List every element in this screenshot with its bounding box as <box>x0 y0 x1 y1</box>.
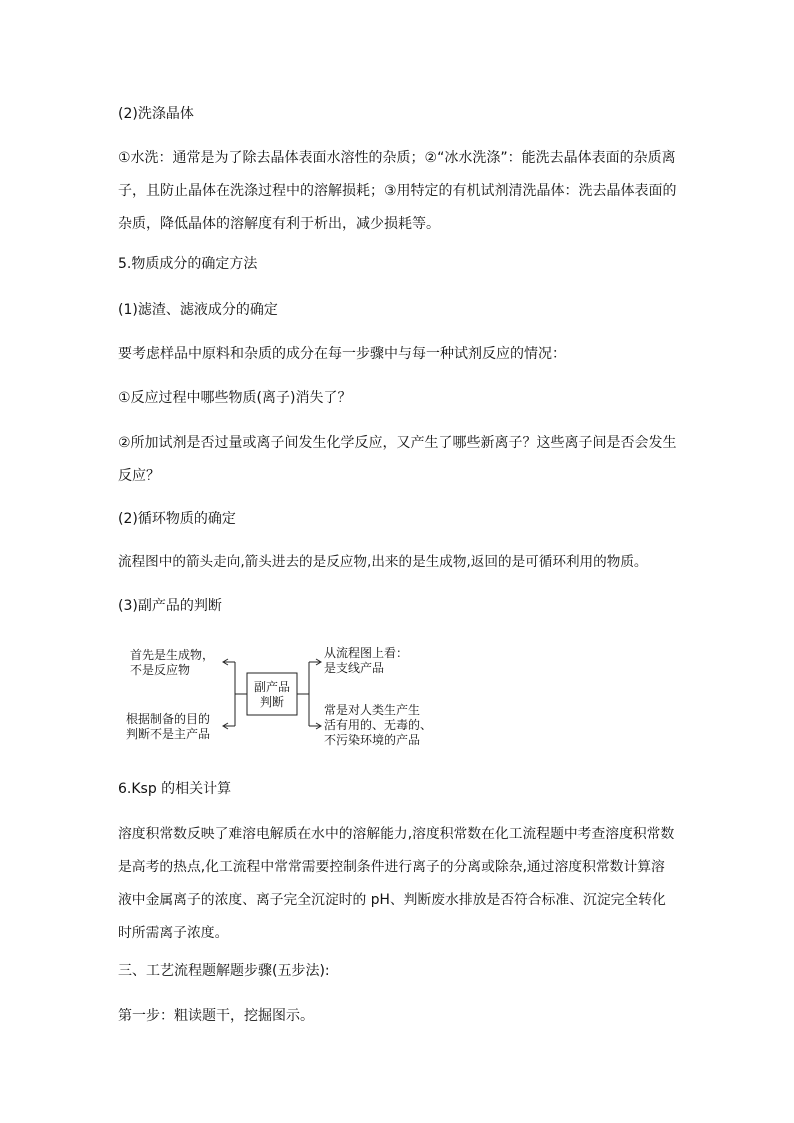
step-one: 第一步：粗读题干，挖掘图示。 <box>118 1008 314 1024</box>
list-item-reagent-excess: ②所加试剂是否过量或离子间发生化学反应，又产生了哪些新离子？这些离子间是否会发生反应？ <box>118 435 677 484</box>
subsection-heading-wash-crystal: (2)洗涤晶体 <box>118 106 194 122</box>
diagram-right-top-text: 从流程图上看： 是支线产品 <box>324 646 409 675</box>
diagram-left-bottom-text: 根据制备的目的 判断不是主产品 <box>126 712 211 741</box>
subsection-heading-cycle: (2)循环物质的确定 <box>118 511 236 527</box>
paragraph-cycle: 流程图中的箭头走向,箭头进去的是反应物,出来的是生成物,返回的是可循环利用的物质。 <box>118 554 648 570</box>
diagram-right-bottom-text: 常是对人类生产生 活有用的、无毒的、 不污染环境的产品 <box>324 703 433 747</box>
paragraph-wash-methods: ①水洗：通常是为了除去晶体表面水溶性的杂质；②“冰水洗涤”：能洗去晶体表面的杂质离子，且防止晶体在洗涤过程中的溶解损耗；③用特定的有机试剂清洗晶体：洗去晶体表面的杂质，降低晶体的溶解度有利于析出，减少损耗等。 <box>118 150 677 232</box>
subsection-heading-residue-filtrate: (1)滤渣、滤液成分的确定 <box>118 302 278 318</box>
paragraph-ksp: 溶度积常数反映了难溶电解质在水中的溶解能力,溶度积常数在化工流程题中考查溶度积常数是高考的热点,化工流程中常常需要控制条件进行离子的分离或除杂,通过溶度积常数计算溶液中金属离子的浓度、离子完全沉淀时的 pH、判断废水排放是否符合标准、沉淀完全转化时所需离子浓度。 <box>118 826 675 941</box>
section-title-five-steps: 三、工艺流程题解题步骤(五步法): <box>118 963 330 979</box>
paragraph-residue-intro: 要考虑样品中原料和杂质的成分在每一步骤中与每一种试剂反应的情况： <box>118 346 566 362</box>
section-title-composition: 5.物质成分的确定方法 <box>118 256 258 272</box>
diagram-center-label: 副产品 判断 <box>254 680 291 709</box>
section-title-ksp: 6.Ksp 的相关计算 <box>118 781 232 797</box>
list-item-ions-disappeared: ①反应过程中哪些物质(离子)消失了？ <box>118 390 352 406</box>
diagram-left-top-text: 首先是生成物， 不是反应物 <box>130 648 215 677</box>
subsection-heading-byproduct: (3)副产品的判断 <box>118 598 222 614</box>
